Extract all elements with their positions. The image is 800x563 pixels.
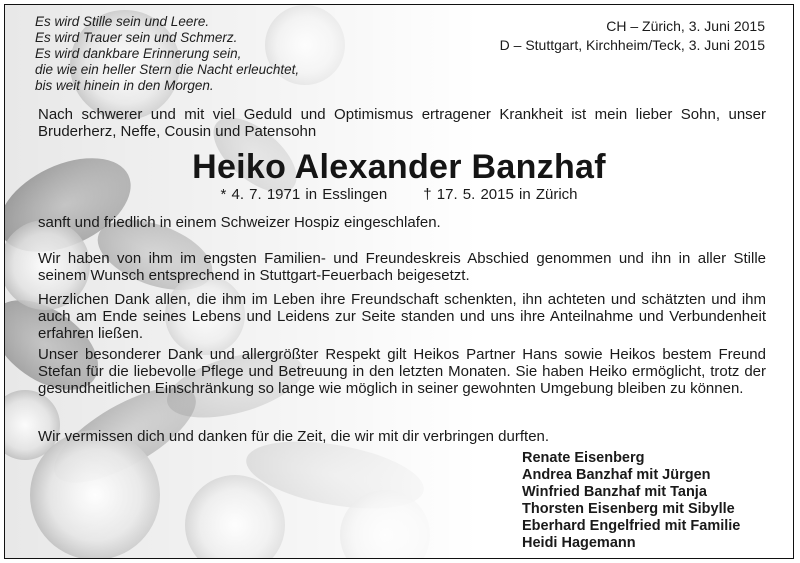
birth-date: * 4. 7. 1971 in Esslingen (220, 186, 388, 203)
death-date: † 17. 5. 2015 in Zürich (423, 186, 578, 203)
intro-paragraph: Nach schwerer und mit viel Geduld und Optimismus ertragener Krankheit ist mein lieber Sohn, unser Bruderherz, Neffe, Cousin und Patensohn (38, 106, 766, 140)
mourner-name: Winfried Banzhaf mit Tanja (522, 484, 707, 500)
mourners-list (522, 450, 740, 552)
paragraph-passing: sanft und friedlich in einem Schweizer Hospiz eingeschlafen. (38, 214, 441, 231)
life-dates (5, 186, 793, 203)
memorial-poem (35, 14, 299, 94)
poem-line: Es wird Trauer sein und Schmerz. (35, 30, 238, 45)
mourner-name: Andrea Banzhaf mit Jürgen (522, 467, 711, 483)
paragraph-thanks: Herzlichen Dank allen, die ihm im Leben ihre Freundschaft schenkten, ihn achteten und schätzten und ihm auch am Ende seines Lebens und Leidens zur Seite standen und uns ihre Anteilnahme und Verbundenheit erfahren ließen. (38, 291, 766, 342)
paragraph-burial: Wir haben von ihm im engsten Familien- und Freundeskreis Abschied genommen und ihn in aller Stille seinem Wunsch entsprechend in Stuttgart-Feuerbach beigesetzt. (38, 250, 766, 284)
place-date-stuttgart: D – Stuttgart, Kirchheim/Teck, 3. Juni 2015 (499, 37, 765, 53)
mourner-name: Heidi Hagemann (522, 535, 636, 551)
poem-line: bis weit hinein in den Morgen. (35, 78, 214, 93)
poem-line: die wie ein heller Stern die Nacht erleuchtet, (35, 62, 300, 77)
mourner-name: Thorsten Eisenberg mit Sibylle (522, 501, 735, 517)
paragraph-farewell: Wir vermissen dich und danken für die Zeit, die wir mit dir verbringen durften. (38, 428, 550, 445)
place-date-zurich: CH – Zürich, 3. Juni 2015 (606, 18, 765, 34)
poem-line: Es wird Stille sein und Leere. (35, 14, 210, 29)
paragraph-special-thanks: Unser besonderer Dank und allergrößter Respekt gilt Heikos Partner Hans sowie Heikos bestem Freund Stefan für die liebevolle Pflege und Betreuung in den letzten Monaten. Sie haben Heiko ermöglicht, trotz der gesundheitlichen Einschränkung so lange wie möglich in seiner gewohnten Umgebung bleiben zu können. (38, 346, 766, 397)
mourner-name: Renate Eisenberg (522, 450, 645, 466)
obituary-card (4, 4, 794, 559)
poem-line: Es wird dankbare Erinnerung sein, (35, 46, 242, 61)
obituary-content (5, 5, 793, 558)
mourner-name: Eberhard Engelfried mit Familie (522, 518, 741, 534)
place-date-block (500, 17, 765, 55)
deceased-name: Heiko Alexander Banzhaf (192, 148, 606, 186)
